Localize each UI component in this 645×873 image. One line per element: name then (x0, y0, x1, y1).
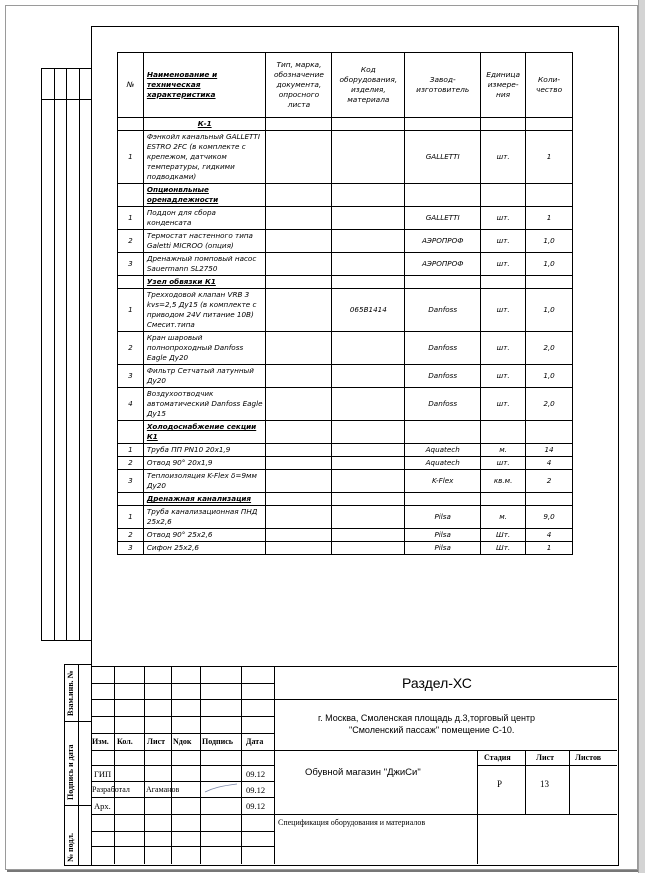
cell-num: 3 (118, 253, 144, 276)
cell-maker (405, 421, 481, 444)
cell-qty: 14 (526, 444, 573, 457)
cell-maker (405, 493, 481, 506)
cell-type (266, 444, 332, 457)
cell-qty: 9,0 (526, 506, 573, 529)
cell-maker: Danfoss (405, 332, 481, 365)
cell-type (266, 289, 332, 332)
table-row (118, 388, 573, 421)
cell-maker: K-Flex (405, 470, 481, 493)
cell-type (266, 253, 332, 276)
cell-type (266, 421, 332, 444)
sheet-label: Лист (536, 753, 555, 762)
stage-label: Стадия (484, 753, 511, 762)
col-header-maker: Завод-изготовитель (405, 53, 481, 118)
cell-unit: м. (481, 506, 526, 529)
cell-code (332, 421, 405, 444)
cell-maker (405, 118, 481, 131)
cell-unit (481, 276, 526, 289)
cell-type (266, 506, 332, 529)
cell-name: Термостат настенного типа Galetti MICROO (опция) (143, 230, 266, 253)
cell-code (332, 207, 405, 230)
cell-unit: м. (481, 444, 526, 457)
signature-mark (203, 780, 239, 796)
cell-code (332, 184, 405, 207)
cell-name: Отвод 90° 20х1,9 (143, 457, 266, 470)
cell-type (266, 207, 332, 230)
address-line-2: "Смоленский пассаж" помещение С-10. (349, 725, 515, 735)
cell-type (266, 388, 332, 421)
cell-maker: GALLETTI (405, 207, 481, 230)
table-row (118, 289, 573, 332)
developer-name: Агаманов (146, 785, 180, 794)
cell-unit (481, 118, 526, 131)
cell-maker: Aquatech (405, 457, 481, 470)
cell-type (266, 184, 332, 207)
cell-name: Труба ПП PN10 20х1,9 (143, 444, 266, 457)
cell-code (332, 365, 405, 388)
table-row (118, 332, 573, 365)
table-row (118, 230, 573, 253)
cell-qty: 2 (526, 470, 573, 493)
cell-num (118, 118, 144, 131)
cell-qty: 1 (526, 131, 573, 184)
col-ndok: Nдок (173, 737, 192, 746)
cell-unit: шт. (481, 289, 526, 332)
cell-num (118, 421, 144, 444)
group-row (118, 118, 573, 131)
cell-num: 1 (118, 444, 144, 457)
cell-num: 1 (118, 506, 144, 529)
sheets-label: Листов (575, 753, 602, 762)
cell-maker (405, 184, 481, 207)
address-line-1: г. Москва, Смоленская площадь д.3,торговый центр (318, 713, 536, 723)
cell-name: Опционвльные оренадлежности (143, 184, 266, 207)
cell-unit: кв.м. (481, 470, 526, 493)
cell-code (332, 542, 405, 555)
cell-qty: 4 (526, 457, 573, 470)
cell-qty: 2,0 (526, 388, 573, 421)
cell-num: 2 (118, 230, 144, 253)
cell-code (332, 493, 405, 506)
cell-code (332, 131, 405, 184)
cell-name: Холодоснабжение секции К1 (143, 421, 266, 444)
group-row (118, 184, 573, 207)
date-arch: 09.12 (246, 801, 266, 811)
cell-name: К-1 (143, 118, 266, 131)
title-block (91, 666, 617, 864)
col-header-num: № (118, 53, 144, 118)
cell-code (332, 230, 405, 253)
col-header-qty: Коли-чество (526, 53, 573, 118)
cell-unit: шт. (481, 388, 526, 421)
table-header-row (118, 53, 573, 118)
cell-unit: шт. (481, 207, 526, 230)
cell-type (266, 493, 332, 506)
col-header-unit: Единица измере-ния (481, 53, 526, 118)
cell-qty: 1,0 (526, 289, 573, 332)
replaced-inv-label: Взам.инв. № (66, 670, 75, 716)
cell-maker: Danfoss (405, 388, 481, 421)
cell-code (332, 457, 405, 470)
vertical-scrollbar[interactable] (638, 0, 645, 873)
cell-name: Дренажный помповый насос Sauermann SL2750 (143, 253, 266, 276)
cell-code: 065B1414 (332, 289, 405, 332)
cell-type (266, 131, 332, 184)
cell-num: 2 (118, 332, 144, 365)
cell-maker: АЭРОПРОФ (405, 253, 481, 276)
date-gip: 09.12 (246, 769, 266, 779)
col-kol: Кол. (117, 737, 133, 746)
cell-num (118, 184, 144, 207)
cell-type (266, 457, 332, 470)
cell-name: Воздухоотводчик автоматический Danfoss Eagle Ду15 (143, 388, 266, 421)
cell-type (266, 529, 332, 542)
table-row (118, 253, 573, 276)
cell-name: Трехходовой клапан VRB 3 kvs=2,5 Ду15 (в комплекте с приводом 24V питание 10В) Смесит.типа (143, 289, 266, 332)
object-name: Обувной магазин "ДжиСи" (305, 767, 421, 778)
role-arch: Арх. (94, 801, 111, 811)
cell-num (118, 276, 144, 289)
cell-unit: шт. (481, 230, 526, 253)
cell-maker: Pilsa (405, 506, 481, 529)
cell-type (266, 365, 332, 388)
signature-date-label: Подпись и дата (66, 744, 75, 800)
section-title: Раздел-ХС (402, 675, 472, 691)
table-row (118, 506, 573, 529)
cell-qty: 1 (526, 207, 573, 230)
cell-unit: шт. (481, 131, 526, 184)
cell-unit: шт. (481, 365, 526, 388)
group-row (118, 276, 573, 289)
cell-num: 3 (118, 365, 144, 388)
cell-maker: Danfoss (405, 289, 481, 332)
table-row (118, 529, 573, 542)
cell-unit (481, 184, 526, 207)
cell-unit: шт. (481, 253, 526, 276)
cell-num (118, 493, 144, 506)
cell-name: Теплоизоляция K-Flex δ=9мм Ду20 (143, 470, 266, 493)
table-row (118, 470, 573, 493)
table-row (118, 444, 573, 457)
original-inv-label: № подл. (66, 833, 75, 862)
cell-name: Отвод 90° 25х2,6 (143, 529, 266, 542)
cell-qty: 4 (526, 529, 573, 542)
cell-code (332, 470, 405, 493)
cell-code (332, 276, 405, 289)
cell-type (266, 332, 332, 365)
sheet-value: 13 (540, 779, 549, 789)
cell-name: Кран шаровый полнопроходный Danfoss Eagle Ду20 (143, 332, 266, 365)
cell-code (332, 506, 405, 529)
cell-qty: 2,0 (526, 332, 573, 365)
cell-num: 3 (118, 470, 144, 493)
document-title: Спецификация оборудования и материалов (278, 818, 426, 827)
cell-type (266, 470, 332, 493)
cell-type (266, 542, 332, 555)
cell-maker: Aquatech (405, 444, 481, 457)
cell-name: Поддон для сбора конденсата (143, 207, 266, 230)
table-row (118, 207, 573, 230)
binding-strip-upper (41, 68, 92, 641)
cell-qty: 1,0 (526, 253, 573, 276)
cell-name: Фэнкойл канальный GALLETTI ESTRO 2FC (в комплекте с крепежом, датчиком температуры, гидкими подводками) (143, 131, 266, 184)
cell-qty (526, 421, 573, 444)
cell-name: Труба канализационная ПНД 25х2,6 (143, 506, 266, 529)
cell-qty: 1,0 (526, 230, 573, 253)
col-header-type: Тип, марка, обозначение документа, опросного листа (266, 53, 332, 118)
table-row (118, 457, 573, 470)
cell-qty: 1,0 (526, 365, 573, 388)
table-row (118, 365, 573, 388)
cell-unit: шт. (481, 457, 526, 470)
group-row (118, 493, 573, 506)
cell-unit: шт. (481, 332, 526, 365)
table-body (118, 118, 573, 555)
cell-maker: Pilsa (405, 529, 481, 542)
cell-maker: Danfoss (405, 365, 481, 388)
cell-code (332, 388, 405, 421)
cell-num: 4 (118, 388, 144, 421)
role-gip: ГИП (94, 769, 112, 779)
table-row (118, 542, 573, 555)
cell-num: 1 (118, 131, 144, 184)
cell-qty (526, 493, 573, 506)
cell-maker (405, 276, 481, 289)
cell-num: 3 (118, 542, 144, 555)
cell-type (266, 276, 332, 289)
stage-value: Р (497, 779, 503, 789)
cell-qty (526, 118, 573, 131)
cell-maker: АЭРОПРОФ (405, 230, 481, 253)
col-header-name: Наименование и техническая характеристика (143, 53, 266, 118)
cell-unit (481, 421, 526, 444)
cell-code (332, 444, 405, 457)
date-developer: 09.12 (246, 785, 266, 795)
cell-qty (526, 276, 573, 289)
cell-qty: 1 (526, 542, 573, 555)
cell-name: Узел обвязки К1 (143, 276, 266, 289)
cell-unit: Шт. (481, 542, 526, 555)
specification-table (117, 52, 573, 555)
table-row (118, 131, 573, 184)
cell-type (266, 230, 332, 253)
cell-name: Фильтр Сетчатый латунный Ду20 (143, 365, 266, 388)
cell-num: 2 (118, 457, 144, 470)
cell-maker: GALLETTI (405, 131, 481, 184)
col-list: Лист (147, 737, 166, 746)
col-data: Дата (246, 737, 264, 746)
col-izm: Изм. (92, 737, 109, 746)
cell-unit: Шт. (481, 529, 526, 542)
cell-code (332, 253, 405, 276)
cell-unit (481, 493, 526, 506)
cell-code (332, 118, 405, 131)
cell-num: 1 (118, 289, 144, 332)
cell-num: 2 (118, 529, 144, 542)
col-header-code: Код оборудования, изделия, материала (332, 53, 405, 118)
cell-num: 1 (118, 207, 144, 230)
col-podp: Подпись (202, 737, 234, 746)
group-row (118, 421, 573, 444)
cell-qty (526, 184, 573, 207)
cell-maker: Pilsa (405, 542, 481, 555)
cell-code (332, 529, 405, 542)
cell-type (266, 118, 332, 131)
cell-code (332, 332, 405, 365)
cell-name: Сифон 25х2,6 (143, 542, 266, 555)
role-developer: Разработал (92, 785, 130, 794)
cell-name: Дренажная канализация (143, 493, 266, 506)
